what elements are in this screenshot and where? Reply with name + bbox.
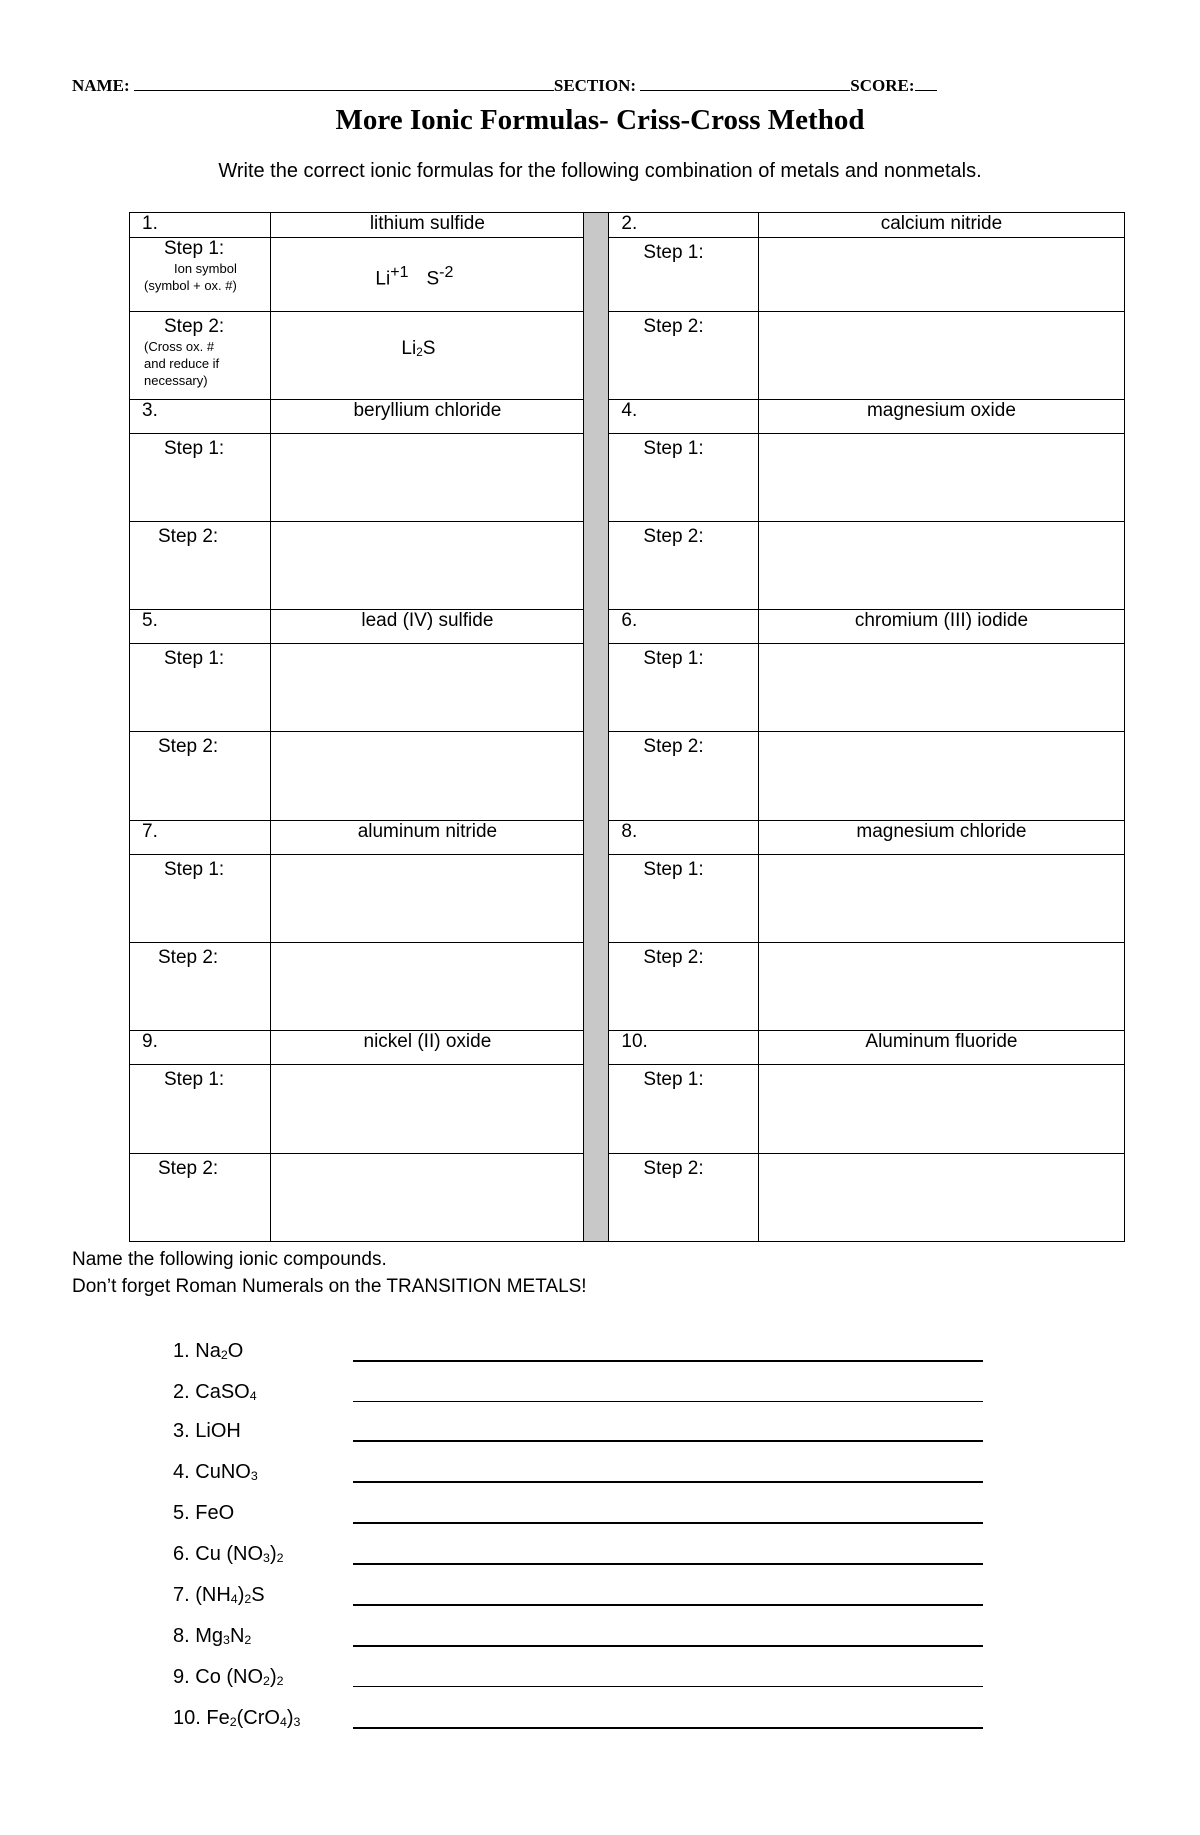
problem-name: nickel (II) oxide [271, 1031, 584, 1065]
problem-number: 9. [130, 1031, 271, 1065]
step2-label: Step 2: [609, 521, 758, 609]
answer-line[interactable] [353, 1401, 983, 1402]
formula-part: (CrO [236, 1707, 280, 1729]
step1-label: Step 1: [130, 1065, 271, 1153]
example-hint: (Cross ox. # [144, 339, 215, 355]
step2-label-cell [130, 312, 271, 399]
formula-part: ) [237, 1584, 245, 1606]
step2-label: Step 2: [609, 312, 758, 399]
answer-line[interactable] [353, 1440, 983, 1442]
ion-charge: -2 [439, 264, 454, 282]
formula-part: Cu (NO [195, 1543, 264, 1565]
step1-label: Step 1: [609, 854, 758, 942]
answer-box[interactable] [758, 943, 1124, 1031]
answer-box[interactable] [271, 854, 584, 942]
section-label: SECTION: [553, 76, 637, 95]
formula-part: (NH [195, 1584, 231, 1606]
problem-name: magnesium chloride [758, 820, 1124, 854]
answer-box[interactable] [758, 1153, 1124, 1241]
answer-box[interactable] [271, 433, 584, 521]
formula-subscript: 2 [416, 346, 423, 360]
formula-table [129, 212, 1125, 1242]
formula-part: ) [269, 1543, 277, 1565]
compound-number: 9. [173, 1666, 196, 1688]
compound-number: 2. [173, 1381, 196, 1403]
formula-subscript: 2 [229, 1715, 237, 1730]
score-blank[interactable] [915, 90, 937, 91]
compound-number: 4. [173, 1461, 196, 1483]
formula-part: Co (NO [195, 1666, 264, 1688]
formula-subscript: 2 [276, 1551, 284, 1566]
step2-label: Step 2: [164, 316, 225, 338]
naming-instructions: Name the following ionic compounds. [72, 1249, 387, 1270]
formula-part: FeO [195, 1502, 235, 1524]
step1-label: Step 1: [609, 644, 758, 732]
problem-number: 4. [609, 399, 758, 433]
compound-item [173, 1543, 284, 1566]
formula-part: Li [401, 338, 417, 360]
name-label: NAME: [72, 76, 130, 95]
step1-label-cell [130, 238, 271, 312]
answer-line[interactable] [353, 1727, 983, 1729]
ion-symbol: Li [375, 268, 391, 290]
compound-item [173, 1502, 234, 1525]
score-label: SCORE: [850, 76, 915, 95]
formula-subscript: 3 [263, 1551, 270, 1566]
problem-number: 7. [130, 820, 271, 854]
formula-part: Fe [206, 1707, 230, 1729]
formula-subscript: 4 [249, 1389, 257, 1404]
answer-box[interactable] [271, 732, 584, 820]
formula-subscript: 2 [276, 1674, 284, 1689]
step1-label: Step 1: [609, 433, 758, 521]
example-step2-answer [271, 312, 584, 399]
formula-part: N [229, 1625, 245, 1647]
problem-number: 6. [609, 610, 758, 644]
answer-box[interactable] [271, 1153, 584, 1241]
problem-name: magnesium oxide [758, 399, 1124, 433]
answer-box[interactable] [758, 644, 1124, 732]
step2-label: Step 2: [130, 521, 271, 609]
answer-box[interactable] [271, 521, 584, 609]
compound-item [173, 1381, 257, 1404]
problem-name: aluminum nitride [271, 820, 584, 854]
answer-line[interactable] [353, 1360, 983, 1362]
answer-box[interactable] [271, 1065, 584, 1153]
answer-box[interactable] [758, 732, 1124, 820]
compound-item [173, 1420, 241, 1443]
problem-number: 2. [609, 213, 758, 238]
step1-label: Step 1: [609, 238, 758, 312]
formula-part: ) [269, 1666, 277, 1688]
formula-subscript: 3 [223, 1633, 230, 1648]
problem-number: 10. [609, 1031, 758, 1065]
ion-symbol: S [426, 268, 440, 290]
step2-label: Step 2: [130, 1153, 271, 1241]
formula-subscript: 3 [293, 1715, 301, 1730]
problem-name: Aluminum fluoride [758, 1031, 1124, 1065]
compound-item [173, 1707, 300, 1730]
compound-number: 7. [173, 1584, 196, 1606]
step1-label: Step 1: [130, 433, 271, 521]
step1-label: Step 1: [130, 644, 271, 732]
formula-part: CaSO [195, 1381, 250, 1403]
step2-label: Step 2: [130, 732, 271, 820]
formula-part: CuNO [195, 1461, 251, 1483]
problem-name: lithium sulfide [271, 213, 584, 238]
example-hint: and reduce if [144, 356, 220, 372]
formula-subscript: 4 [230, 1592, 238, 1607]
formula-part: S [251, 1584, 265, 1606]
compound-number: 8. [173, 1625, 196, 1647]
section-blank[interactable] [640, 90, 850, 91]
example-hint: Ion symbol [174, 261, 237, 277]
formula-part: ) [286, 1707, 294, 1729]
answer-box[interactable] [758, 433, 1124, 521]
header-fields [72, 76, 1132, 96]
answer-line[interactable] [353, 1645, 983, 1647]
naming-reminder: Don’t forget Roman Numerals on the TRANSITION METALS! [72, 1276, 587, 1297]
answer-box[interactable] [271, 644, 584, 732]
ion-charge: +1 [390, 264, 409, 282]
formula-part: Mg [195, 1625, 224, 1647]
problem-number: 3. [130, 399, 271, 433]
step2-label: Step 2: [130, 943, 271, 1031]
answer-box[interactable] [758, 312, 1124, 399]
formula-part: Na [195, 1340, 221, 1362]
formula-part: LiOH [195, 1420, 241, 1442]
formula-subscript: 2 [244, 1633, 252, 1648]
problem-name: chromium (III) iodide [758, 610, 1124, 644]
problem-number: 8. [609, 820, 758, 854]
formula-subscript: 2 [220, 1348, 228, 1363]
example-hint: necessary) [144, 373, 208, 389]
answer-line[interactable] [353, 1604, 983, 1606]
formula-subscript: 2 [244, 1592, 252, 1607]
worksheet-title: More Ionic Formulas- Criss-Cross Method [335, 104, 865, 136]
answer-box[interactable] [758, 521, 1124, 609]
answer-line[interactable] [353, 1481, 983, 1483]
problem-number: 1. [130, 213, 271, 238]
formula-part: S [422, 338, 436, 360]
instructions: Write the correct ionic formulas for the following combination of metals and nonmetals. [218, 160, 982, 182]
compound-item [173, 1625, 251, 1648]
problem-number: 5. [130, 610, 271, 644]
compound-number: 6. [173, 1543, 196, 1565]
compound-number: 10. [173, 1707, 207, 1729]
problem-name: calcium nitride [758, 213, 1124, 238]
column-divider [584, 213, 609, 1242]
answer-box[interactable] [758, 854, 1124, 942]
step1-label: Step 1: [609, 1065, 758, 1153]
problem-name: beryllium chloride [271, 399, 584, 433]
step1-label: Step 1: [164, 238, 225, 260]
compound-item [173, 1461, 258, 1484]
name-blank[interactable] [134, 90, 554, 91]
compound-number: 5. [173, 1502, 196, 1524]
compound-item [173, 1666, 284, 1689]
example-hint: (symbol + ox. #) [144, 278, 237, 294]
compound-item [173, 1340, 243, 1363]
answer-box[interactable] [758, 1065, 1124, 1153]
formula-part: O [227, 1340, 244, 1362]
problem-name: lead (IV) sulfide [271, 610, 584, 644]
step1-label: Step 1: [130, 854, 271, 942]
formula-subscript: 2 [263, 1674, 270, 1689]
answer-line[interactable] [353, 1522, 983, 1524]
example-step1-answer [271, 238, 584, 312]
answer-box[interactable] [758, 238, 1124, 312]
answer-line[interactable] [353, 1686, 983, 1687]
compound-number: 3. [173, 1420, 196, 1442]
formula-subscript: 4 [279, 1715, 287, 1730]
answer-line[interactable] [353, 1563, 983, 1565]
formula-subscript: 3 [250, 1469, 258, 1484]
answer-box[interactable] [271, 943, 584, 1031]
step2-label: Step 2: [609, 1153, 758, 1241]
step2-label: Step 2: [609, 732, 758, 820]
step2-label: Step 2: [609, 943, 758, 1031]
compound-number: 1. [173, 1340, 196, 1362]
compound-item [173, 1584, 265, 1607]
